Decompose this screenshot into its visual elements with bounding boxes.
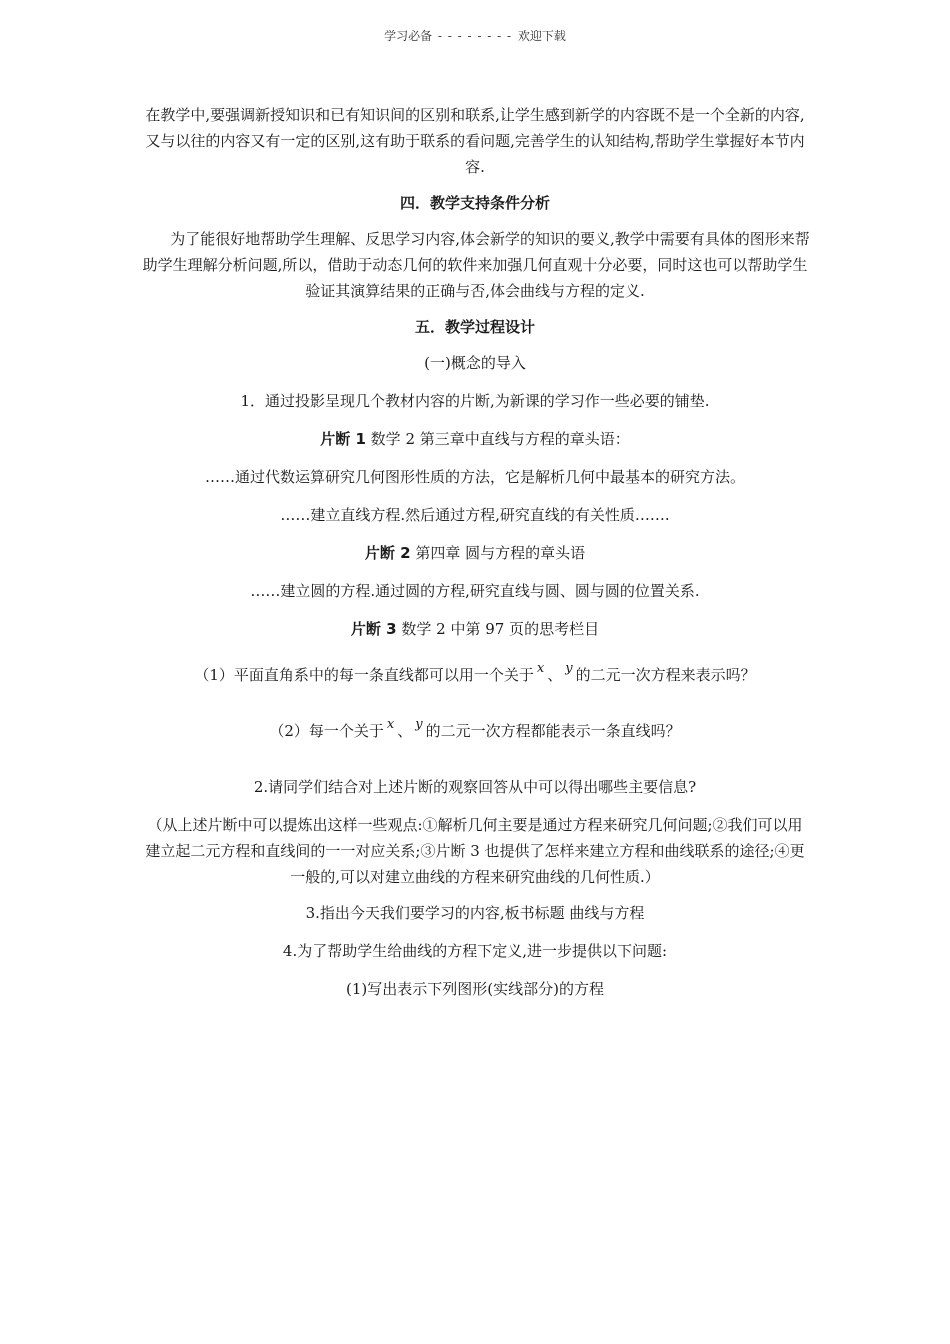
fragment-1-quote-1: ……通过代数运算研究几何图形性质的方法，它是解析几何中最基本的研究方法。: [204, 468, 745, 486]
section-heading-4: 四．教学支持条件分析: [399, 194, 550, 212]
variable-y: y: [415, 717, 423, 732]
question-2-separator: 、: [397, 722, 413, 740]
document-body: [140, 102, 810, 1014]
list-item-2: 2.请同学们结合对上述片断的观察回答从中可以得出哪些主要信息?: [253, 778, 697, 796]
list-item-4: 4.为了帮助学生给曲线的方程下定义,进一步提供以下问题:: [282, 942, 668, 960]
header-left: 学习必备: [384, 29, 433, 43]
variable-x: x: [536, 661, 545, 676]
fragment-1: [140, 426, 810, 452]
section-heading-5: 五．教学过程设计: [414, 318, 535, 336]
list-item-5: (1)写出表示下列图形(实线部分)的方程: [346, 980, 604, 998]
fragment-2-quote: ……建立圆的方程.通过圆的方程,研究直线与圆、圆与圆的位置关系.: [250, 582, 700, 600]
question-1-separator: 、: [547, 666, 563, 684]
header-separator: - - - - - - - -: [437, 29, 513, 43]
paragraph-intro: 在教学中,要强调新授知识和已有知识间的区别和联系,让学生感到新学的内容既不是一个全新的内容,又与以往的内容又有一定的区别,这有助于联系的看问题,完善学生的认知结构,帮助学生掌握好本节内容.: [145, 106, 805, 176]
fragment-3-label: 片断 3: [350, 620, 397, 638]
list-item-3: 3.指出今天我们要学习的内容,板书标题 曲线与方程: [305, 904, 645, 922]
subsection-title: (一)概念的导入: [424, 354, 526, 372]
question-1: [140, 662, 810, 690]
variable-y: y: [565, 661, 573, 676]
list-item-1: 1．通过投影呈现几个教材内容的片断,为新课的学习作一些必要的铺垫.: [240, 392, 710, 410]
fragment-1-quote-2: ……建立直线方程.然后通过方程,研究直线的有关性质…….: [280, 506, 670, 524]
page-header: [0, 27, 950, 44]
paragraph-support: 为了能很好地帮助学生理解、反思学习内容,体会新学的知识的要义,教学中需要有具体的图形来帮助学生理解分析问题,所以，借助于动态几何的软件来加强几何直观十分必要，同时这也可以帮助学生验证其演算结果的正确与否,体会曲线与方程的定义.: [142, 230, 810, 300]
paragraph-observations: （从上述片断中可以提炼出这样一些观点:①解析几何主要是通过方程来研究几何问题;②我们可以用建立起二元方程和直线间的一一对应关系;③片断 3 也提供了怎样来建立方程和曲线联系的途径;④更一般的,可以对建立曲线的方程来研究曲线的几何性质.）: [145, 816, 805, 886]
question-1-start: （1）平面直角系中的每一条直线都可以用一个关于: [194, 666, 534, 684]
fragment-3: [140, 616, 810, 642]
header-right: 欢迎下载: [517, 29, 566, 43]
question-1-end: 的二元一次方程来表示吗？: [575, 666, 756, 684]
fragment-3-text: 数学 2 中第 97 页的思考栏目: [401, 620, 600, 638]
question-2: [140, 718, 810, 746]
fragment-2-text: 第四章 圆与方程的章头语: [415, 544, 586, 562]
question-2-end: 的二元一次方程都能表示一条直线吗？: [425, 722, 681, 740]
fragment-2-label: 片断 2: [364, 544, 411, 562]
variable-x: x: [386, 717, 395, 732]
question-2-start: （2）每一个关于: [269, 722, 384, 740]
fragment-1-text: 数学 2 第三章中直线与方程的章头语：: [370, 430, 630, 448]
fragment-1-label: 片断 1: [320, 430, 366, 448]
fragment-2: [140, 540, 810, 566]
